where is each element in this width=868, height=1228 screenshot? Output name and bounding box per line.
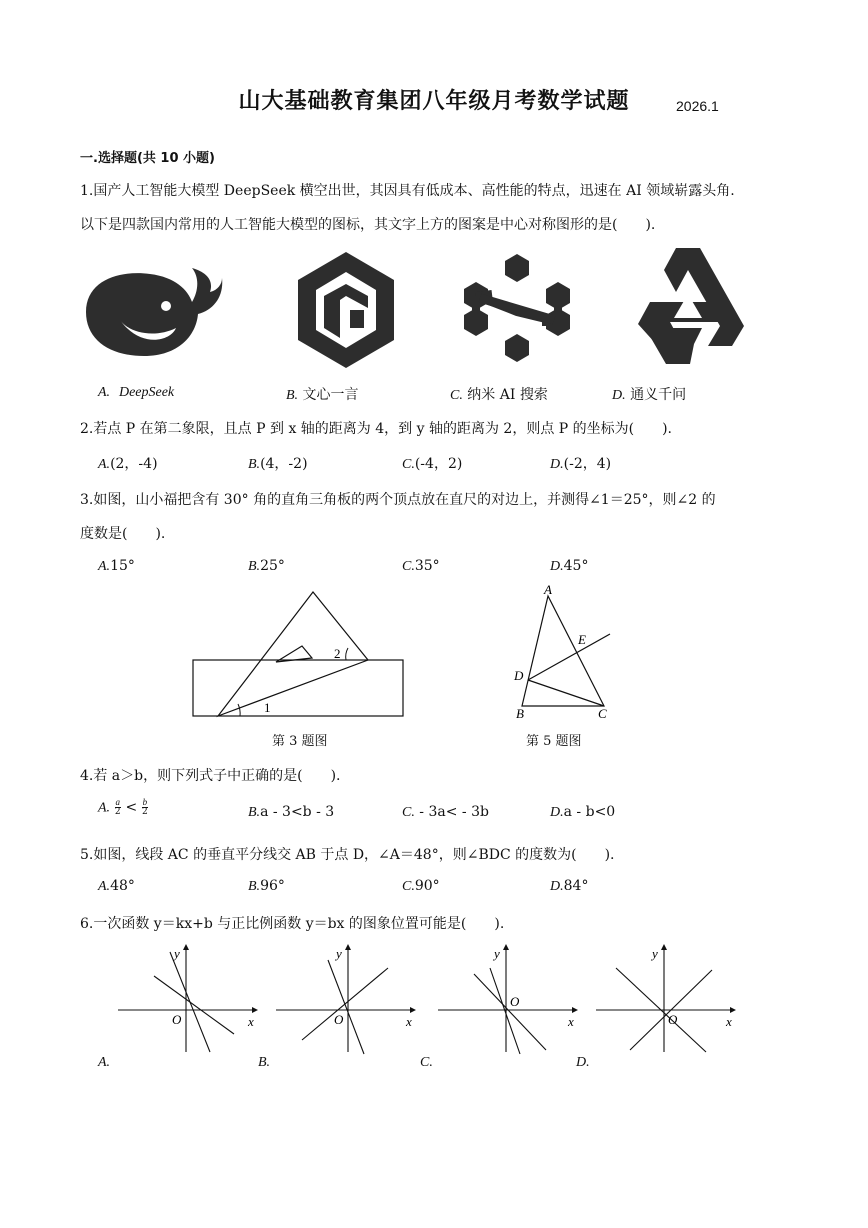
line-y-kx-b [170, 952, 210, 1052]
x-axis-label: x [726, 1014, 732, 1029]
option-text: (4，-2) [260, 456, 308, 472]
q5-option-b[interactable] [248, 878, 285, 895]
fraction-denominator: 2 [114, 807, 121, 817]
option-label: A. [98, 457, 111, 472]
line-y-bx [154, 976, 234, 1034]
point-c-label: C [598, 706, 607, 721]
fraction-denominator: 2 [142, 807, 148, 817]
angle-1-label: 1 [264, 700, 271, 715]
option-text: 84° [563, 878, 589, 894]
option-text: 通义千问 [630, 387, 687, 403]
option-label: A. [98, 800, 111, 816]
option-text: (2，-4) [110, 456, 158, 472]
option-label: A. [98, 385, 111, 400]
fraction-numerator: a [115, 797, 121, 807]
q6-option-d[interactable] [576, 1054, 590, 1071]
option-label: D. [612, 388, 626, 403]
option-text: 96° [260, 878, 285, 894]
q6-option-a[interactable] [98, 1054, 110, 1071]
option-text: 文心一言 [302, 387, 359, 403]
y-axis-label: y [652, 946, 658, 961]
option-text: 纳米 AI 搜索 [467, 387, 548, 403]
q6-graph-a [114, 940, 260, 1056]
option-text: (-2，4) [563, 456, 612, 472]
q1-option-b[interactable] [286, 384, 359, 404]
option-text: - 3a< - 3b [419, 804, 489, 820]
option-label: B. [286, 388, 299, 403]
q5-option-d[interactable] [550, 878, 588, 895]
q6-option-c[interactable] [420, 1054, 433, 1071]
option-label: A. [98, 1055, 111, 1070]
option-text: 15° [110, 558, 135, 574]
q1-stem-line1: 1.国产人工智能大模型 DeepSeek 横空出世，其因具有低成本、高性能的特点，迅速在 AI 领域崭露头角. [80, 183, 735, 199]
option-text: 90° [414, 878, 440, 894]
q3-option-c[interactable] [402, 558, 440, 575]
q5-option-c[interactable] [402, 878, 440, 895]
q3-option-d[interactable] [550, 558, 588, 575]
q1-option-c[interactable] [450, 384, 548, 404]
whale-logo-icon [80, 262, 224, 362]
option-label: D. [576, 1055, 590, 1070]
point-d-label: D [514, 668, 524, 683]
line-y-bx [474, 974, 546, 1050]
x-axis-label: x [406, 1014, 412, 1029]
relation-symbol: < [125, 799, 138, 816]
q6-option-b[interactable] [258, 1054, 270, 1071]
q4-option-a[interactable] [98, 798, 148, 817]
option-label: C. [402, 805, 415, 820]
q5-stem: 5.如图，线段 AC 的垂直平分线交 AB 于点 D，∠A＝48°，则∠BDC 的度数为( ). [80, 847, 615, 863]
option-label: D. [550, 879, 564, 894]
exam-date: 2026.1 [676, 98, 719, 114]
figure-5-caption: 第 5 题图 [526, 734, 582, 749]
q6-stem: 6.一次函数 y＝kx+b 与正比例函数 y＝bx 的图象位置可能是( ). [80, 916, 505, 932]
hexagon-network-logo-icon [462, 252, 572, 364]
origin-label: O [172, 1012, 182, 1027]
y-axis-label: y [336, 946, 342, 961]
triangle-abc [522, 596, 604, 706]
angle-2-label: 2 [334, 646, 341, 661]
q1-stem-line2: 以下是四款国内常用的人工智能大模型的图标，其文字上方的图案是中心对称图形的是( ). [80, 217, 656, 233]
line-y-kx-b [490, 968, 520, 1054]
q2-stem: 2.若点 P 在第二象限，且点 P 到 x 轴的距离为 4，到 y 轴的距离为 2，则点 P 的坐标为( ). [80, 421, 673, 437]
q4-option-d[interactable] [550, 804, 615, 821]
x-axis-label: x [248, 1014, 254, 1029]
option-text: a - b<0 [563, 804, 616, 820]
q2-option-c[interactable] [402, 453, 462, 473]
q3-stem-line2: 度数是( ). [80, 526, 166, 542]
fraction-numerator: b [142, 797, 148, 807]
option-label: B. [248, 805, 261, 820]
option-label: B. [248, 559, 261, 574]
q5-option-a[interactable] [98, 878, 135, 895]
q3-option-a[interactable] [98, 558, 135, 575]
exam-title: 山大基础教育集团八年级月考数学试题 [238, 89, 630, 114]
option-label: B. [248, 879, 261, 894]
option-label: B. [248, 457, 261, 472]
origin-label: O [668, 1012, 678, 1027]
hexagon-logo-icon [294, 250, 398, 370]
option-label: C. [402, 879, 415, 894]
option-label: A. [98, 559, 111, 574]
origin-label: O [334, 1012, 344, 1027]
y-axis-label: y [494, 946, 500, 961]
q3-stem-line1: 3.如图，山小福把含有 30° 角的直角三角板的两个顶点放在直尺的对边上，并测得∠1＝25°，则∠2 的 [80, 492, 716, 508]
option-label: C. [450, 388, 463, 403]
triangle-knot-logo-icon [636, 246, 746, 366]
q1-option-a[interactable] [98, 384, 174, 401]
section-title: 一.选择题(共 10 小题) [80, 151, 215, 166]
option-label: D. [550, 559, 564, 574]
q6-graph-c [434, 940, 580, 1056]
line-y-kx-b [328, 960, 364, 1054]
origin-label: O [510, 994, 520, 1009]
figure-3-diagram [188, 586, 410, 720]
q3-option-b[interactable] [248, 558, 285, 575]
option-label: B. [258, 1055, 271, 1070]
x-axis-label: x [568, 1014, 574, 1029]
q4-stem: 4.若 a＞b，则下列式子中正确的是( ). [80, 768, 341, 784]
fraction-b-over-2 [142, 798, 149, 817]
option-label: C. [402, 559, 415, 574]
point-e-label: E [578, 632, 586, 647]
point-b-label: B [516, 706, 524, 721]
q2-option-a[interactable] [98, 453, 158, 473]
option-label: D. [550, 805, 564, 820]
option-text: 35° [414, 558, 440, 574]
q6-graph-d [592, 940, 738, 1056]
point-a-label: A [544, 582, 552, 597]
figure-5-diagram [506, 580, 616, 722]
option-text: 25° [260, 558, 285, 574]
option-text: 48° [110, 878, 135, 894]
q6-graph-b [272, 940, 418, 1056]
fraction-a-over-2 [115, 798, 122, 817]
q4-option-b[interactable] [248, 804, 334, 821]
option-label: C. [402, 457, 415, 472]
q2-option-d[interactable] [550, 453, 611, 473]
option-text: (-4，2) [414, 456, 463, 472]
figure-3-caption: 第 3 题图 [272, 734, 328, 749]
option-text: 45° [563, 558, 589, 574]
perpendicular-bisector [528, 634, 610, 680]
q4-option-c[interactable] [402, 804, 489, 821]
y-axis-label: y [174, 946, 180, 961]
q1-option-d[interactable] [612, 384, 686, 404]
option-label: A. [98, 879, 111, 894]
q2-option-b[interactable] [248, 453, 308, 473]
option-text: DeepSeek [118, 385, 175, 400]
option-label: C. [420, 1055, 433, 1070]
option-label: D. [550, 457, 564, 472]
option-text: a - 3<b - 3 [260, 804, 335, 820]
